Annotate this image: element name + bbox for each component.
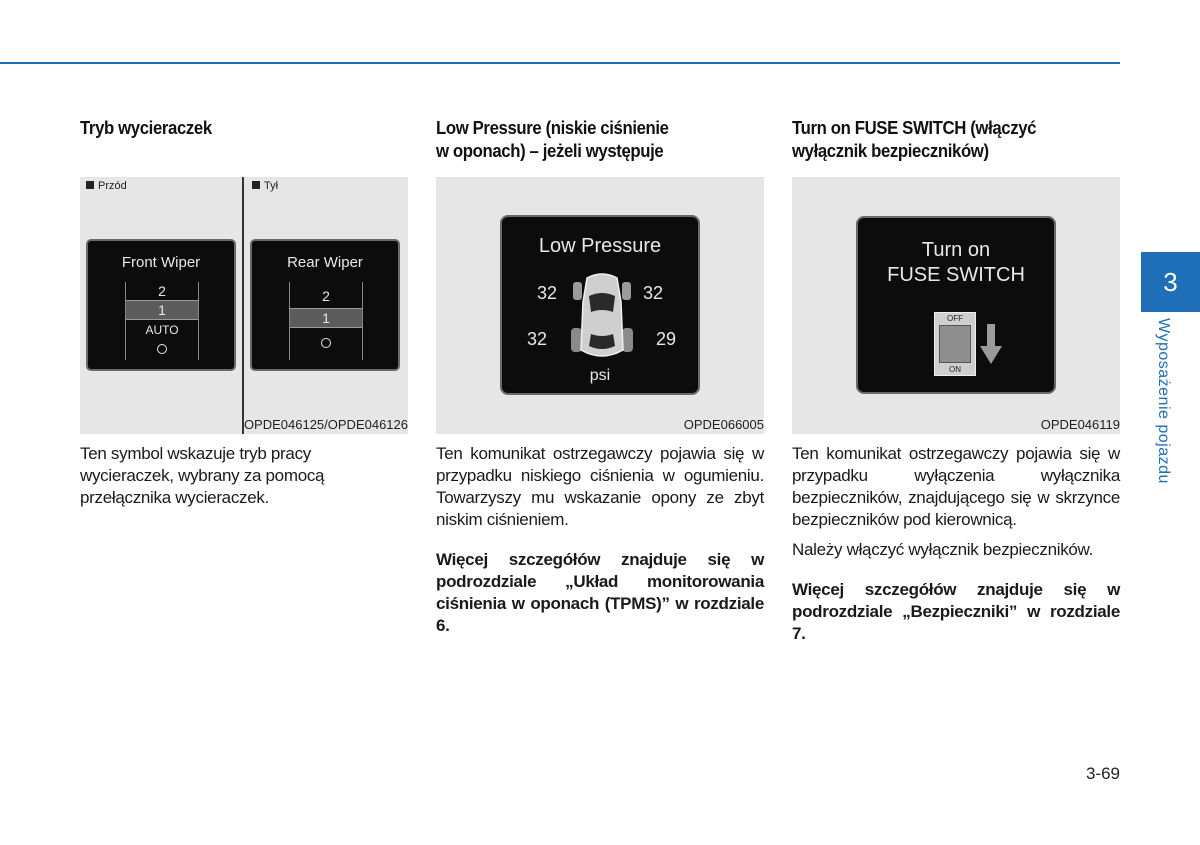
fuse-figure <box>792 177 1120 434</box>
reference-note: Więcej szczegółów znajduje się w podrozdziale „Bezpieczniki” w rozdziale 7. <box>792 580 1120 643</box>
wiper-mode-auto: AUTO <box>145 323 179 337</box>
wiper-mode-1-selected: 1 <box>126 300 198 320</box>
tire-pressure-rear-left: 32 <box>527 329 548 349</box>
front-wiper-title: Front Wiper <box>121 254 201 271</box>
heading-line: wyłącznik bezpieczników) <box>792 141 989 161</box>
body-paragraph: Ten komunikat ostrzegawczy pojawia się w przypadku wyłączenia wyłącznika bezpieczników, znajdującego się w skrzynce bezpieczników pod kierownicą. <box>792 444 1120 529</box>
rear-wiper-title: Rear Wiper <box>287 254 363 271</box>
fuse-title-line: Turn on <box>921 239 991 261</box>
wiper-mode-off <box>126 344 198 354</box>
arrow-down-icon <box>980 324 1002 364</box>
section-body <box>792 443 1120 653</box>
square-bullet-icon <box>252 181 260 189</box>
wiper-mode-off <box>290 338 362 348</box>
rear-label-text: Tył <box>264 180 279 192</box>
page-number: 3-69 <box>1085 764 1120 783</box>
front-wiper-screen <box>86 239 236 371</box>
switch-on-label: ON <box>949 365 961 374</box>
tpms-unit: psi <box>589 367 611 384</box>
car-top-view-icon <box>569 272 635 364</box>
off-circle-icon <box>321 338 331 348</box>
top-rule <box>0 62 1120 64</box>
tpms-figure <box>436 177 764 434</box>
tire-pressure-front-right: 32 <box>642 283 663 303</box>
heading-text: Tryb wycieraczek <box>80 118 212 138</box>
rear-wiper-screen <box>250 239 400 371</box>
wiper-mode-2: 2 <box>158 283 166 299</box>
section-heading <box>436 117 741 167</box>
fuse-title-line: FUSE SWITCH <box>887 264 1025 286</box>
section-body <box>436 443 764 645</box>
figure-code: OPDE046125/OPDE046126 <box>243 417 408 432</box>
heading-line: Low Pressure (niskie ciśnienie <box>436 118 669 138</box>
section-heading <box>80 117 385 167</box>
tpms-screen <box>500 215 700 395</box>
section-heading <box>792 117 1097 167</box>
tire-pressure-rear-right: 29 <box>655 329 676 349</box>
wiper-mode-1-selected: 1 <box>290 308 362 328</box>
figure-code: OPDE046119 <box>1040 417 1120 432</box>
section-fuse-switch <box>792 117 1120 643</box>
heading-line: w oponach) – jeżeli występuje <box>436 141 664 161</box>
fuse-screen <box>856 216 1056 394</box>
rear-wiper-modes <box>289 282 363 360</box>
off-circle-icon <box>157 344 167 354</box>
reference-note: Więcej szczegółów znajduje się w podrozdziale „Układ monitorowania ciśnienia w oponach (TPMS)” w rozdziale 6. <box>436 550 764 635</box>
chapter-title: Wyposażenie pojazdu <box>1155 318 1172 484</box>
figure-code: OPDE066005 <box>683 417 764 432</box>
square-bullet-icon <box>86 181 94 189</box>
section-low-pressure <box>436 117 764 635</box>
switch-off-label: OFF <box>947 314 963 323</box>
body-paragraph: Ten symbol wskazuje tryb pracy wycieraczek, wybrany za pomocą przełącznika wycieraczek. <box>80 444 325 507</box>
tpms-title: Low Pressure <box>538 235 662 257</box>
switch-lever <box>939 325 971 363</box>
wiper-figure <box>80 177 408 434</box>
chapter-number: 3 <box>1163 266 1178 297</box>
tire-pressure-front-left: 32 <box>537 283 558 303</box>
fuse-title <box>858 238 1054 288</box>
fuse-switch-icon <box>934 312 976 376</box>
heading-line: Turn on FUSE SWITCH (włączyć <box>792 118 1037 138</box>
body-paragraph: Ten komunikat ostrzegawczy pojawia się w przypadku niskiego ciśnienia w ogumieniu. Towarzyszy mu wskazanie opony ze zbyt niskim ciśnieniem. <box>436 444 764 529</box>
body-paragraph: Należy włączyć wyłącznik bezpieczników. <box>792 540 1094 559</box>
chapter-tab <box>1141 252 1200 312</box>
front-wiper-modes <box>125 282 199 360</box>
section-body <box>80 443 408 517</box>
front-label <box>86 180 127 192</box>
wiper-mode-2: 2 <box>322 288 330 304</box>
rear-label <box>252 180 278 192</box>
front-label-text: Przód <box>98 180 127 192</box>
section-wiper-mode <box>80 117 408 507</box>
figure-divider <box>242 177 244 434</box>
